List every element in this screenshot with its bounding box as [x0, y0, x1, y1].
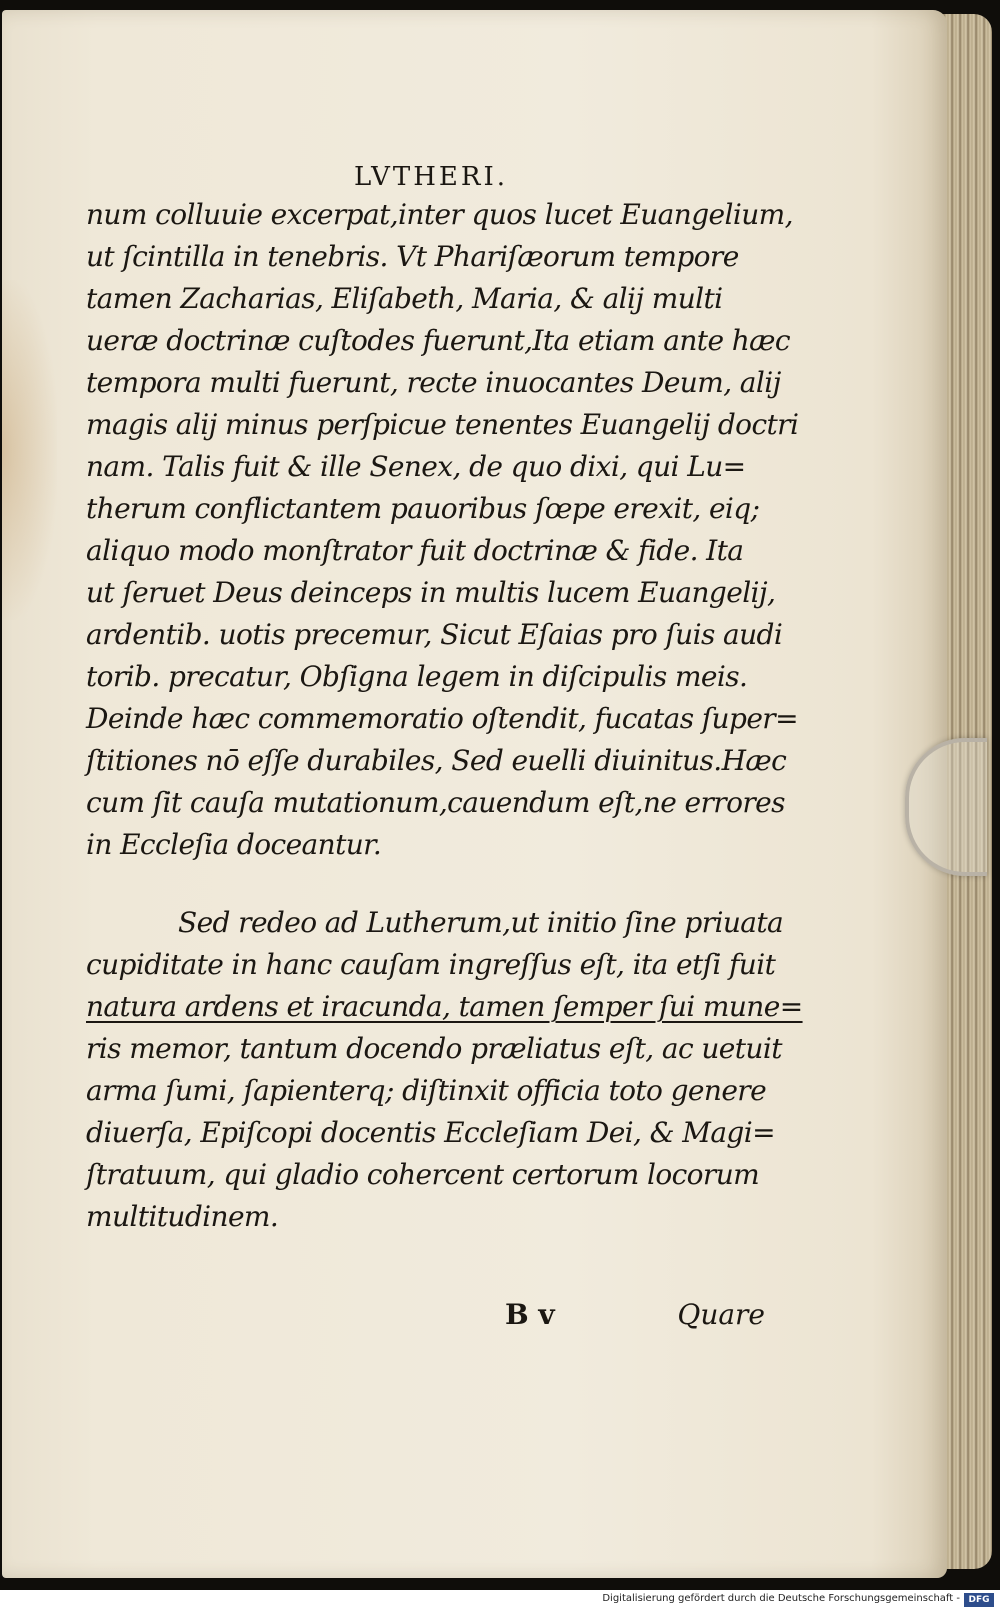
- digitization-credit: Digitalisierung gefördert durch die Deutsche Forschungsgemeinschaft -: [602, 1593, 960, 1604]
- underlined-text-line: natura ardens et iracunda, tamen ſemper ſui mune=: [86, 990, 803, 1023]
- page-footer: [505, 1298, 765, 1338]
- text-line: nam. Talis fuit & ille Senex, de quo dixi, qui Lu=: [86, 450, 746, 483]
- text-line: ardentib. uotis precemur, Sicut Eſaias pro ſuis audi: [86, 618, 783, 651]
- signature-mark: B v: [505, 1298, 555, 1331]
- text-line: num colluuie excerpat,inter quos lucet Euangelium,: [86, 198, 793, 231]
- text-line: ſtitiones nō eſſe durabiles, Sed euelli diuinitus.Hæc: [86, 744, 787, 777]
- text-line: cum ſit cauſa mutationum,cauendum eſt,ne errores: [86, 786, 785, 819]
- text-line: in Eccleſia doceantur.: [86, 828, 382, 861]
- text-line: ut ſcintilla in tenebris. Vt Phariſæorum tempore: [86, 240, 739, 273]
- paragraph-1: [86, 194, 799, 866]
- text-line: Sed redeo ad Lutherum,ut initio ſine priuata: [178, 906, 784, 939]
- text-line: tempora multi fuerunt, recte inuocantes Deum, alij: [86, 366, 781, 399]
- text-line: ueræ doctrinæ cuſtodes fuerunt,Ita etiam ante hæc: [86, 324, 790, 357]
- text-line: ſtratuum, qui gladio cohercent certorum locorum: [86, 1158, 760, 1191]
- page-text: [86, 160, 803, 1238]
- text-line: multitudinem.: [86, 1200, 279, 1233]
- paragraph-gap: [86, 866, 776, 902]
- dfg-logo-icon: DFG: [964, 1593, 994, 1607]
- text-line: torib. precatur, Obſigna legem in diſcipulis meis.: [86, 660, 748, 693]
- text-line: therum conflictantem pauoribus ſœpe erexit, eiq;: [86, 492, 760, 525]
- text-line: Deinde hæc commemoratio oſtendit, fucatas ſuper=: [86, 702, 798, 735]
- paragraph-2: [86, 902, 803, 1238]
- text-line: cupiditate in hanc cauſam ingreſſus eſt, ita etſi fuit: [86, 948, 776, 981]
- text-line: ut ſeruet Deus deinceps in multis lucem Euangelij,: [86, 576, 776, 609]
- credit-bar: [0, 1590, 1000, 1610]
- running-header: LVTHERI.: [353, 162, 509, 192]
- water-stain: [2, 280, 57, 620]
- catchword: Quare: [677, 1298, 765, 1331]
- text-line: diuerſa, Epiſcopi docentis Eccleſiam Dei, & Magi=: [86, 1116, 775, 1149]
- text-line: arma ſumi, ſapienterq; diſtinxit officia toto genere: [86, 1074, 767, 1107]
- text-line: ris memor, tantum docendo præliatus eſt, ac uetuit: [86, 1032, 782, 1065]
- text-line: tamen Zacharias, Eliſabeth, Maria, & alij multi: [86, 282, 723, 315]
- text-line: aliquo modo monſtrator fuit doctrinæ & fide. Ita: [86, 534, 744, 567]
- text-line: magis alij minus perſpicue tenentes Euangelij doctri: [86, 408, 799, 441]
